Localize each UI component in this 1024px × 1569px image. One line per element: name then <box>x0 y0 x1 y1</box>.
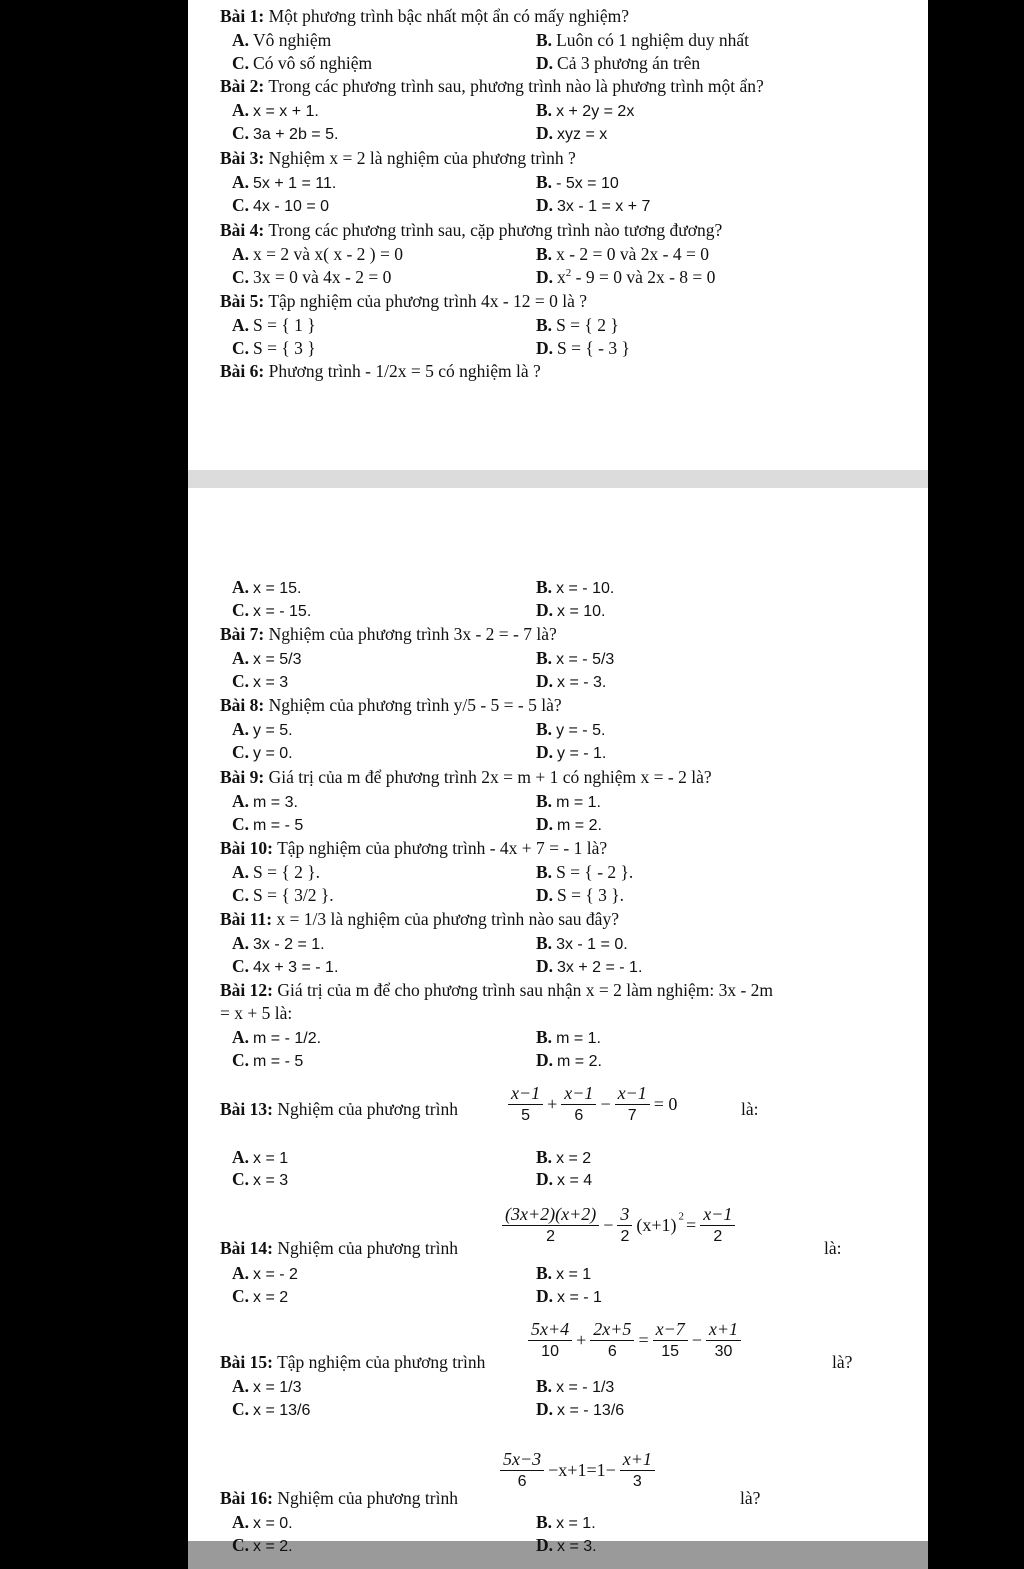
option-a: A. x = 0. <box>232 1512 293 1532</box>
option-c: C. x = 3 <box>232 1169 289 1189</box>
equation-13: $\frac{x-1}{5}$ + $\frac{x-1}{6}$ − $\frac{x-1}{7}$ = 0 <box>506 1082 679 1127</box>
option-c: C. 4x + 3 = - 1. <box>232 956 339 976</box>
option-a: A. y = 5. <box>232 719 293 739</box>
option-c: C. m = - 5 <box>232 814 304 834</box>
question-3: Bài 3: Nghiệm x = 2 là nghiệm của phương trình ? <box>220 148 576 168</box>
option-a: A. S = { 2 }. <box>232 862 321 882</box>
option-b: B. 3x - 1 = 0. <box>536 933 628 953</box>
option-b: B. Luôn có 1 nghiệm duy nhất <box>536 30 750 50</box>
question-6: Bài 6: Phương trình - 1/2x = 5 có nghiệm là ? <box>220 361 541 381</box>
option-d: D. m = 2. <box>536 814 602 834</box>
option-d: D. x = - 13/6 <box>536 1399 625 1419</box>
option-c: C. S = { 3/2 }. <box>232 885 334 905</box>
equation-14: $\frac{(3x+2)(x+2)}{2}$ − $\frac{3}{2}$ (x+1) $^2$ = $\frac{x-1}{2}$ <box>500 1203 737 1248</box>
question-15-tail: là? <box>832 1352 853 1372</box>
option-a: A. x = 1 <box>232 1147 289 1167</box>
question-label: Bài 1: <box>220 6 265 26</box>
question-5: Bài 5: Tập nghiệm của phương trình 4x - 12 = 0 là ? <box>220 291 588 311</box>
option-b: B. x = 1 <box>536 1263 592 1283</box>
question-1 <box>220 6 629 27</box>
option-d: D. 3x + 2 = - 1. <box>536 956 643 976</box>
option-a: A. x = x + 1. <box>232 100 319 120</box>
option-c: C. x = 2 <box>232 1286 289 1306</box>
option-a: A. x = 1/3 <box>232 1376 302 1396</box>
option-d: D. 3x - 1 = x + 7 <box>536 195 651 215</box>
option-d: D. y = - 1. <box>536 742 607 762</box>
option-d: D. $x^2 - 9 = 0$ và 2x - 8 = 0 <box>536 267 716 287</box>
question-2: Bài 2: Trong các phương trình sau, phương trình nào là phương trình một ẩn? <box>220 76 764 96</box>
option-a: A. S = { 1 } <box>232 315 316 335</box>
question-11: Bài 11: x = 1/3 là nghiệm của phương trình nào sau đây? <box>220 909 619 929</box>
option-b: B. S = { 2 } <box>536 315 619 335</box>
option-b: B. x = - 10. <box>536 577 615 597</box>
option-c: C. S = { 3 } <box>232 338 316 358</box>
option-c: C. Có vô số nghiệm <box>232 53 373 73</box>
question-8: Bài 8: Nghiệm của phương trình y/5 - 5 = - 5 là? <box>220 695 562 715</box>
equation-16: $\frac{5x-3}{6}$ −x+1=1− $\frac{x+1}{3}$ <box>498 1448 657 1493</box>
question-16: Bài 16: Nghiệm của phương trình <box>220 1488 458 1508</box>
option-a: A. m = - 1/2. <box>232 1027 322 1047</box>
page-separator <box>188 470 928 488</box>
option-d: D. m = 2. <box>536 1050 602 1070</box>
option-d: D. x = 10. <box>536 600 606 620</box>
option-a: A. Vô nghiệm <box>232 30 332 50</box>
document-page-2 <box>188 488 928 1569</box>
option-b: B. x + 2y = 2x <box>536 100 635 120</box>
option-c: C. x = 13/6 <box>232 1399 311 1419</box>
question-text: Một phương trình bậc nhất một ẩn có mấy nghiệm? <box>268 6 630 26</box>
option-a: A. 3x - 2 = 1. <box>232 933 325 953</box>
question-14: Bài 14: Nghiệm của phương trình <box>220 1238 458 1258</box>
option-d: D. x = - 1 <box>536 1286 602 1306</box>
option-d: D. x = - 3. <box>536 671 607 691</box>
option-b: B. - 5x = 10 <box>536 172 619 192</box>
option-c: C. x = 3 <box>232 671 289 691</box>
option-b: B. x - 2 = 0 và 2x - 4 = 0 <box>536 244 709 264</box>
option-d: D. S = { - 3 } <box>536 338 630 358</box>
option-d: D. x = 4 <box>536 1169 593 1189</box>
option-d: D. xyz = x <box>536 123 608 143</box>
equation-15: $\frac{5x+4}{10}$ + $\frac{2x+5}{6}$ = $\frac{x-7}{15}$ − $\frac{x+1}{30}$ <box>526 1318 743 1363</box>
option-b: B. y = - 5. <box>536 719 606 739</box>
option-d: D. Cả 3 phương án trên <box>536 53 701 73</box>
option-b: B. m = 1. <box>536 1027 601 1047</box>
option-b: B. x = 1. <box>536 1512 596 1532</box>
option-d: D. x = 3. <box>536 1535 597 1555</box>
option-a: A. x = 5/3 <box>232 648 302 668</box>
question-15: Bài 15: Tập nghiệm của phương trình <box>220 1352 486 1372</box>
option-a: A. x = 15. <box>232 577 302 597</box>
option-b: B. S = { - 2 }. <box>536 862 634 882</box>
question-10: Bài 10: Tập nghiệm của phương trình - 4x + 7 = - 1 là? <box>220 838 608 858</box>
option-c: C. m = - 5 <box>232 1050 304 1070</box>
option-c: C. x = 2. <box>232 1535 293 1555</box>
question-4: Bài 4: Trong các phương trình sau, cặp phương trình nào tương đương? <box>220 220 723 240</box>
option-d: D. S = { 3 }. <box>536 885 625 905</box>
option-c: C. 4x - 10 = 0 <box>232 195 330 215</box>
question-12-continued: = x + 5 là: <box>220 1003 293 1023</box>
question-9: Bài 9: Giá trị của m để phương trình 2x = m + 1 có nghiệm x = - 2 là? <box>220 767 712 787</box>
option-b: B. x = - 5/3 <box>536 648 615 668</box>
question-16-tail: là? <box>740 1488 761 1508</box>
option-c: C. 3a + 2b = 5. <box>232 123 339 143</box>
question-13: Bài 13: Nghiệm của phương trình <box>220 1099 458 1119</box>
option-c: C. 3x = 0 và 4x - 2 = 0 <box>232 267 392 287</box>
document-page-1 <box>188 0 928 470</box>
option-a: A. 5x + 1 = 11. <box>232 172 337 192</box>
question-7: Bài 7: Nghiệm của phương trình 3x - 2 = - 7 là? <box>220 624 557 644</box>
option-b: B. x = 2 <box>536 1147 592 1167</box>
question-14-tail: là: <box>824 1238 842 1258</box>
question-13-tail: là: <box>741 1099 759 1119</box>
option-c: C. y = 0. <box>232 742 293 762</box>
option-c: C. x = - 15. <box>232 600 312 620</box>
question-12: Bài 12: Giá trị của m để cho phương trình sau nhận x = 2 làm nghiệm: 3x - 2m <box>220 980 774 1000</box>
option-a: A. x = 2 và x( x - 2 ) = 0 <box>232 244 404 264</box>
option-b: B. x = - 1/3 <box>536 1376 615 1396</box>
option-a: A. m = 3. <box>232 791 298 811</box>
option-b: B. m = 1. <box>536 791 601 811</box>
option-a: A. x = - 2 <box>232 1263 298 1283</box>
